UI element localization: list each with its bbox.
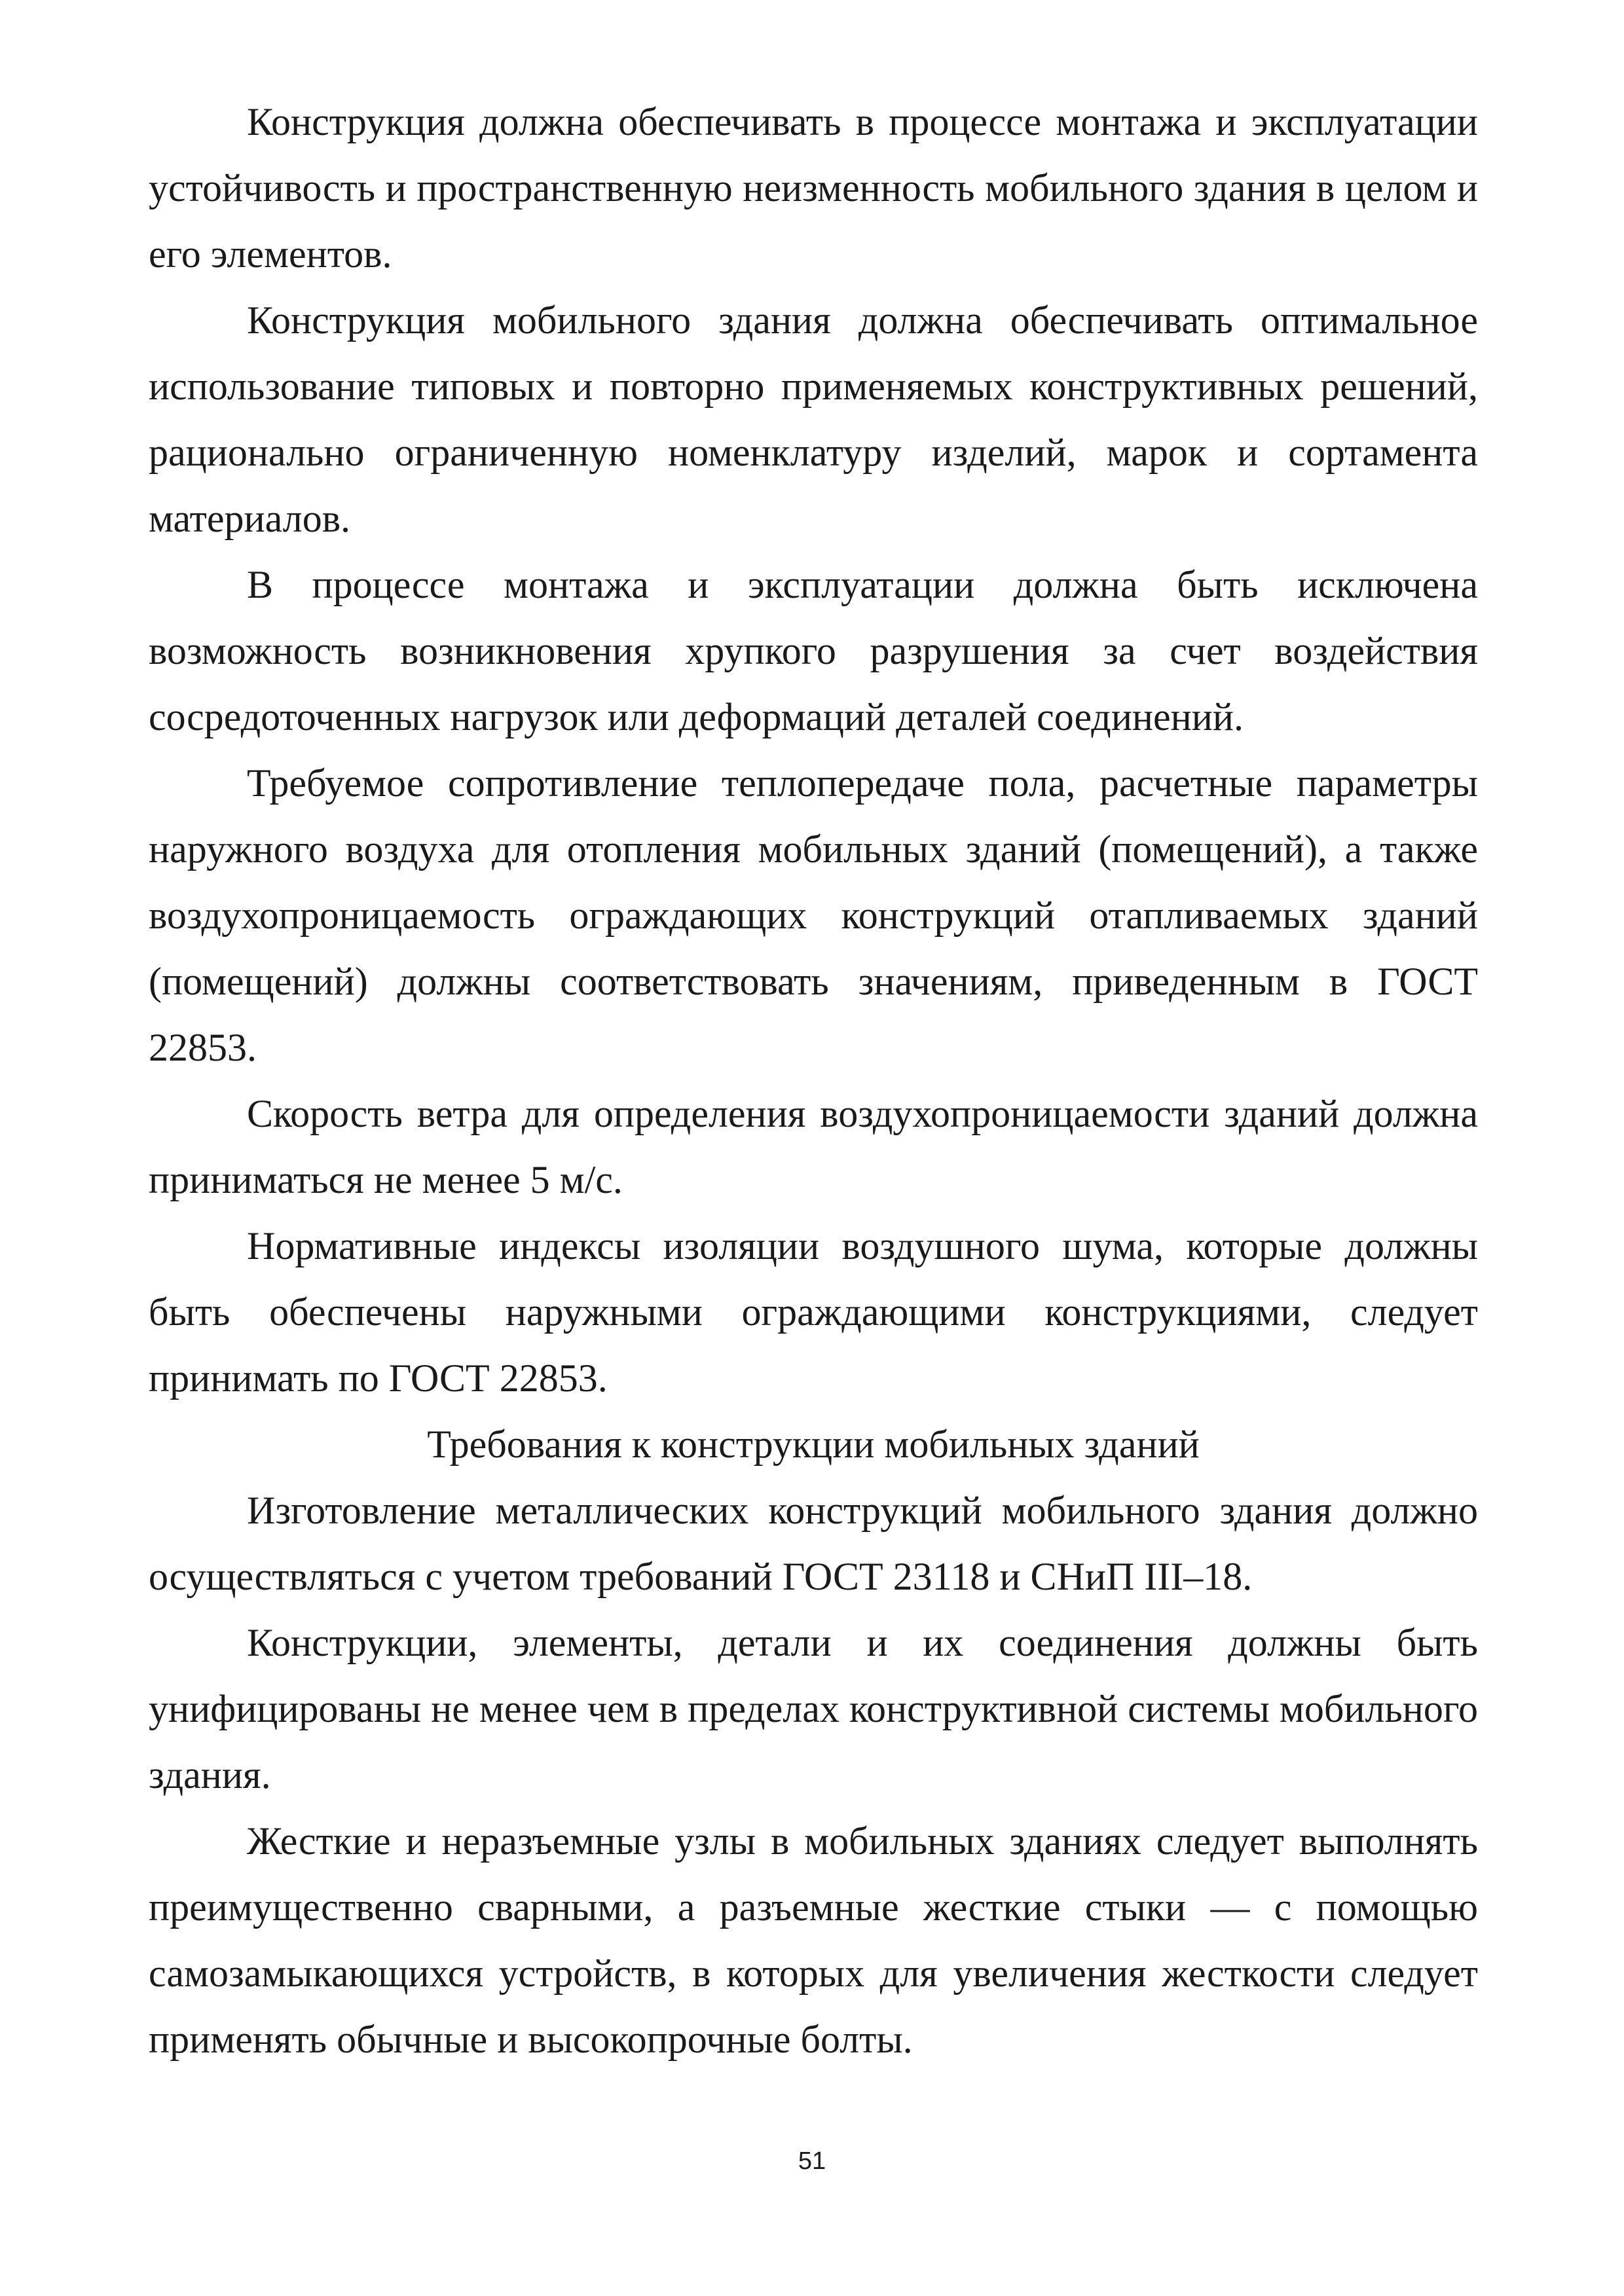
- page-number: 51: [798, 2147, 826, 2175]
- paragraph-typical-solutions: Конструкция мобильного здания должна обеспечивать оптимальное использование типовых и повторно применяемых конструктивных решений, рационально ограниченную номенклатуру изделий, марок и сортамента материалов.: [149, 299, 1478, 540]
- paragraph-metal-structures: Изготовление металлических конструкций мобильного здания должно осуществляться с учетом требований ГОСТ 23118 и СНиП III–18.: [149, 1489, 1478, 1598]
- paragraph-unification: Конструкции, элементы, детали и их соединения должны быть унифицированы не менее чем в пределах конструктивной системы мобильного здания.: [149, 1621, 1478, 1796]
- document-body: [149, 89, 1478, 2073]
- paragraph-wind-speed: Скорость ветра для определения воздухопроницаемости зданий должна приниматься не менее 5 м/с.: [149, 1092, 1478, 1201]
- paragraph-noise-insulation: Нормативные индексы изоляции воздушного шума, которые должны быть обеспечены наружными ограждающими конструкциями, следует принимать по ГОСТ 22853.: [149, 1224, 1478, 1400]
- paragraph-heat-transfer: Требуемое сопротивление теплопередаче пола, расчетные параметры наружного воздуха для отопления мобильных зданий (помещений), а также воздухопроницаемость ограждающих конструкций отапливаемых зданий (помещений) должны соответствовать значениям, приведенным в ГОСТ 22853.: [149, 761, 1478, 1069]
- paragraph-structure-stability: Конструкция должна обеспечивать в процессе монтажа и эксплуатации устойчивость и пространственную неизменность мобильного здания в целом и его элементов.: [149, 100, 1478, 276]
- paragraph-rigid-joints: Жесткие и неразъемные узлы в мобильных зданиях следует выполнять преимущественно сварными, а разъемные жесткие стыки — с помощью самозамыкающихся устройств, в которых для увеличения жесткости следует применять обычные и высокопрочные болты.: [149, 1819, 1478, 2061]
- paragraph-brittle-fracture: В процессе монтажа и эксплуатации должна быть исключена возможность возникновения хрупкого разрушения за счет воздействия сосредоточенных нагрузок или деформаций деталей соединений.: [149, 563, 1478, 738]
- section-heading: Требования к конструкции мобильных зданий: [427, 1423, 1200, 1466]
